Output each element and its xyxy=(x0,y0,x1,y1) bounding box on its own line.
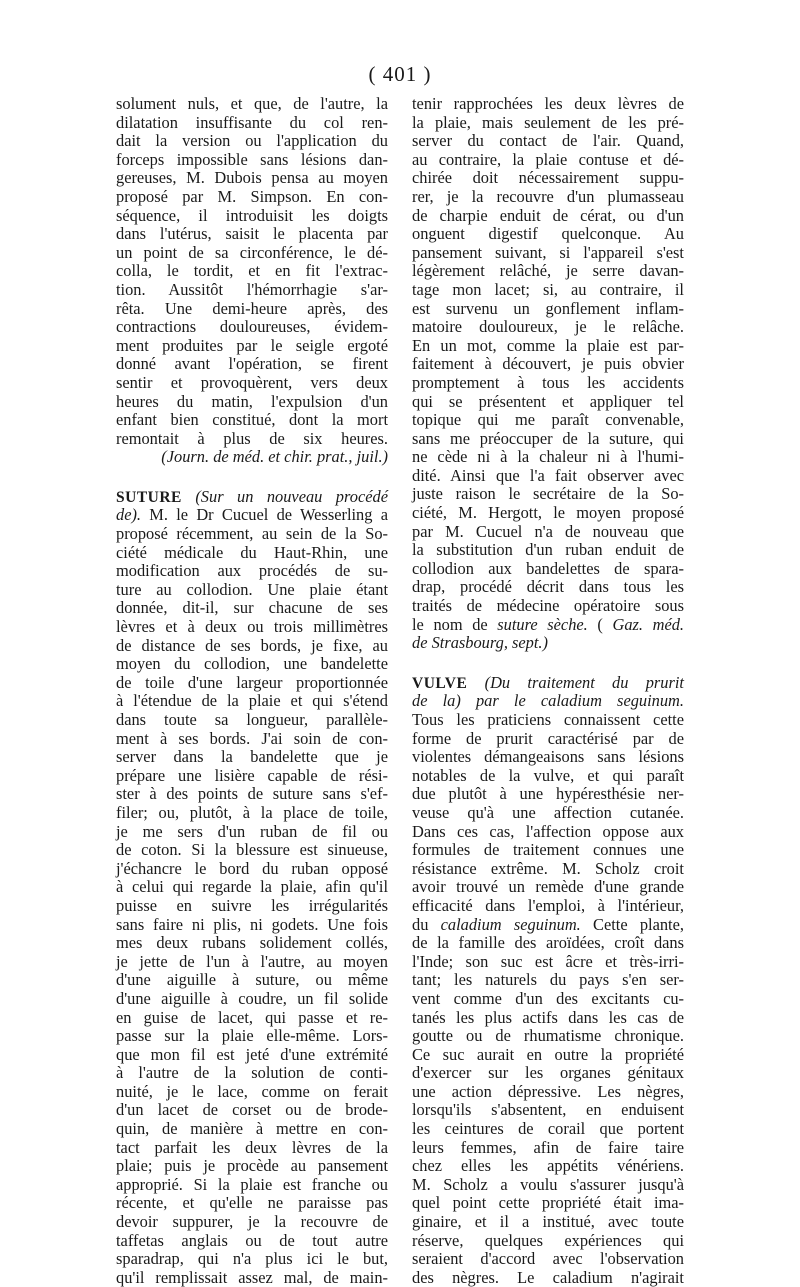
section-heading-suture xyxy=(116,488,388,507)
text-line: par M. Cucuel n'a de nouveau que xyxy=(412,521,684,541)
text-line: approprié. Si la plaie est franche ou xyxy=(116,1174,388,1194)
text-line: sans faire ni plis, ni godets. Une fois xyxy=(116,914,388,934)
text-line: passe sur la plaie elle-même. Lors- xyxy=(116,1026,388,1046)
text-line: matoire douloureux, je le relâche. xyxy=(412,317,684,337)
text-line: vent comme d'un des excitants cu- xyxy=(412,988,684,1008)
paragraph-gap xyxy=(116,467,388,488)
text-line: traités de médecine opératoire sous xyxy=(412,596,684,616)
text-line xyxy=(116,506,388,525)
text-line: juste raison le secrétaire de la So- xyxy=(412,484,684,504)
text-line: Ce suc aurait en outre la propriété xyxy=(412,1044,684,1064)
heading-subtitle: de la) par le caladium seguinum. xyxy=(412,691,684,711)
text-fragment: M. le Dr Cucuel de Wesserling a xyxy=(149,505,388,525)
text-line: d'une aiguille à suture, ou même xyxy=(116,970,388,990)
italic-term: caladium seguinum. xyxy=(440,914,581,934)
text-fragment: Cette plante, xyxy=(580,914,684,934)
paragraph-gap xyxy=(412,653,684,674)
text-line: qu'il remplissait assez mal, de main- xyxy=(116,1267,388,1287)
text-line: tanés les plus actifs dans les cas de xyxy=(412,1007,684,1027)
text-line: de toile d'une largeur proportionnée xyxy=(116,672,388,692)
text-line: dans toute sa longueur, parallèle- xyxy=(116,710,388,729)
text-line: à celui qui regarde la plaie, afin qu'il xyxy=(116,877,388,897)
section-heading-vulve-cont xyxy=(412,692,684,711)
heading-subtitle: (Sur un nouveau procédé xyxy=(195,486,388,506)
left-column xyxy=(116,95,388,1287)
text-line: un point de sa circonférence, le dé- xyxy=(116,242,388,262)
text-line: plaie; puis je procède au pansement xyxy=(116,1156,388,1176)
text-line: server dans la bandelette que je xyxy=(116,747,388,767)
text-line: tion. Aussitôt l'hémorrhagie s'ar- xyxy=(116,279,388,299)
text-line: promptement à tous les accidents xyxy=(412,372,684,392)
text-line: devoir suppurer, je la recouvre de xyxy=(116,1212,388,1232)
text-line: remontait à plus de six heures. xyxy=(116,428,388,448)
text-line: chirée doit nécessairement suppu- xyxy=(412,168,684,188)
text-line: formules de traitement connues une xyxy=(412,840,684,860)
text-line: à l'autre de la solution de conti- xyxy=(116,1063,388,1083)
text-line xyxy=(412,916,684,935)
text-line: En un mot, comme la plaie est par- xyxy=(412,335,684,355)
text-line: faitement à découvert, je puis obvier xyxy=(412,354,684,374)
text-line: seraient d'accord avec l'observation xyxy=(412,1249,684,1269)
text-line: taffetas anglais ou de tout autre xyxy=(116,1230,388,1250)
text-line: de coton. Si la blessure est sinueuse, xyxy=(116,840,388,860)
text-line: puisse en suivre les irrégularités xyxy=(116,895,388,915)
text-line: avoir trouvé un remède d'une grande xyxy=(412,877,684,897)
text-line: au contraire, la plaie contuse et dé- xyxy=(412,149,684,169)
text-line: Dans ces cas, l'affection oppose aux xyxy=(412,821,684,841)
text-line: modification aux procédés de su- xyxy=(116,561,388,581)
heading-subtitle-end: de). xyxy=(116,505,142,525)
text-line: collodion aux bandelettes de spara- xyxy=(412,558,684,578)
space xyxy=(467,673,484,692)
text-fragment: le nom de xyxy=(412,614,498,634)
text-line: en guise de lacet, qui passe et re- xyxy=(116,1007,388,1027)
text-line: d'un lacet de corset ou de brode- xyxy=(116,1100,388,1120)
text-line: sans me préoccuper de la suture, qui xyxy=(412,428,684,448)
text-line: forme de prurit caractérisé par de xyxy=(412,728,684,748)
text-line: sparadrap, qui n'a plus ici le but, xyxy=(116,1249,388,1269)
text-line: solument nuls, et que, de l'autre, la xyxy=(116,94,388,113)
text-line: filer; ou, plutôt, à la place de toile, xyxy=(116,802,388,822)
text-line: onguent digestif quelconque. Au xyxy=(412,224,684,244)
text-line: dait la version ou l'application du xyxy=(116,131,388,151)
citation-text: de Strasbourg, sept.) xyxy=(412,633,548,653)
text-line: d'exercer sur les organes génitaux xyxy=(412,1063,684,1083)
text-line: ne cède ni à la chaleur ni à l'humi- xyxy=(412,447,684,467)
page-number: ( 401 ) xyxy=(368,62,432,86)
text-line: efficacité dans l'emploi, à l'intérieur, xyxy=(412,895,684,915)
text-line: server du contact de l'air. Quand, xyxy=(412,131,684,151)
heading-label: SUTURE xyxy=(116,488,182,506)
italic-term: suture sèche. xyxy=(497,614,588,634)
text-line: veuse qu'à une affection cutanée. xyxy=(412,802,684,822)
text-line: gereuses, M. Dubois pensa au moyen xyxy=(116,168,388,188)
text-line: leurs femmes, afin de faire taire xyxy=(412,1137,684,1157)
text-line: dans l'utérus, saisit le placenta par xyxy=(116,224,388,244)
text-line: rêta. Une demi-heure après, des xyxy=(116,298,388,318)
text-line: tenir rapprochées les deux lèvres de xyxy=(412,94,684,113)
text-line: moyen du collodion, une bandelette xyxy=(116,654,388,674)
text-line: chez elles les appétits vénériens. xyxy=(412,1156,684,1176)
text-line: est survenu un gonflement inflam- xyxy=(412,298,684,318)
citation-text: Gaz. méd. xyxy=(612,614,685,634)
text-line: notables de la vulve, et qui paraît xyxy=(412,765,684,785)
text-line: proposé par M. Simpson. En con- xyxy=(116,186,388,206)
source-citation xyxy=(412,634,684,653)
text-line: la plaie, mais seulement de les pré- xyxy=(412,112,684,132)
text-line: ment à ses bords. J'ai soin de con- xyxy=(116,728,388,748)
text-line: à l'étendue de la plaie et qui s'étend xyxy=(116,691,388,711)
text-line: violentes démangeaisons sans lésions xyxy=(412,747,684,767)
text-line: de charpie enduit de cérat, ou d'un xyxy=(412,205,684,225)
text-line: récente, et qu'elle ne paraisse pas xyxy=(116,1193,388,1213)
text-line: goutte ou de rhumatisme chronique. xyxy=(412,1026,684,1046)
text-line: colla, le tordit, et en fit l'extrac- xyxy=(116,261,388,281)
text-line: donnée, dit-il, sur chacune de ses xyxy=(116,598,388,618)
text-line: les ceintures de corail que portent xyxy=(412,1119,684,1139)
text-line: lorsqu'ils s'absentent, en enduisent xyxy=(412,1100,684,1120)
text-line: dité. Ainsi que l'a fait observer avec xyxy=(412,465,684,485)
text-line: résistance extrême. M. Scholz croit xyxy=(412,858,684,878)
text-line: Tous les praticiens connaissent cette xyxy=(412,710,684,729)
text-line: la substitution d'un ruban enduit de xyxy=(412,540,684,560)
text-line: tage mon lacet; si, au contraire, il xyxy=(412,279,684,299)
text-line: mes deux rubans solidement collés, xyxy=(116,933,388,953)
text-line: tant; les naturels du pays s'en ser- xyxy=(412,970,684,990)
text-line: nuité, je le lace, comme on ferait xyxy=(116,1081,388,1101)
text-line: légèrement relâché, je serre davan- xyxy=(412,261,684,281)
text-line xyxy=(412,616,684,635)
text-line: de distance de ses bords, je fixe, au xyxy=(116,635,388,655)
text-line: due plutôt à une hypéresthésie ner- xyxy=(412,784,684,804)
text-line: contractions douloureuses, évidem- xyxy=(116,317,388,337)
text-line: proposé récemment, au sein de la So- xyxy=(116,524,388,544)
text-line: drap, procédé décrit dans tous les xyxy=(412,577,684,597)
text-line: l'Inde; son suc est âcre et très-irri- xyxy=(412,951,684,971)
text-line: heures du matin, l'expulsion d'un xyxy=(116,391,388,411)
text-line: ster à des points de suture sans s'ef- xyxy=(116,784,388,804)
text-line: enfant bien constitué, dont la mort xyxy=(116,410,388,430)
text-line: j'échancre le bord du ruban opposé xyxy=(116,858,388,878)
text-line: prépare une lisière capable de rési- xyxy=(116,765,388,785)
text-line: une action dépressive. Les nègres, xyxy=(412,1081,684,1101)
text-line: lèvres et à deux ou trois millimètres xyxy=(116,617,388,637)
text-line: M. Scholz a voulu s'assurer jusqu'à xyxy=(412,1174,684,1194)
text-line: qui se présentent et appliquer tel xyxy=(412,391,684,411)
citation-text: (Journ. de méd. et chir. prat., juil.) xyxy=(161,447,388,467)
text-line: rer, je la recouvre d'un plumasseau xyxy=(412,186,684,206)
text-line: séquence, il introduisit les doigts xyxy=(116,205,388,225)
text-line: forceps impossible sans lésions dan- xyxy=(116,149,388,169)
text-line: je jette de l'un à l'autre, au moyen xyxy=(116,951,388,971)
space xyxy=(182,487,195,506)
text-line: je me sers d'un ruban de fil ou xyxy=(116,821,388,841)
text-line: pansement suivant, si l'appareil s'est xyxy=(412,242,684,262)
text-line: d'une aiguille à coudre, un fil solide xyxy=(116,988,388,1008)
text-line: dilatation insuffisante du col ren- xyxy=(116,112,388,132)
text-line: quel point cette propriété était ima- xyxy=(412,1193,684,1213)
text-line: des nègres. Le caladium n'agirait xyxy=(412,1267,684,1287)
text-line: ment produites par le seigle ergoté xyxy=(116,335,388,355)
source-citation xyxy=(116,448,388,467)
heading-subtitle: (Du traitement du prurit xyxy=(484,672,684,692)
right-column xyxy=(412,95,684,1287)
text-line: ciété, M. Hergott, le moyen proposé xyxy=(412,503,684,523)
text-line: donné avant l'opération, se firent xyxy=(116,354,388,374)
heading-label: VULVE xyxy=(412,674,468,692)
text-line: réserve, quelques expériences qui xyxy=(412,1230,684,1250)
section-heading-vulve xyxy=(412,674,684,693)
text-line: ture au collodion. Une plaie étant xyxy=(116,579,388,599)
text-line: ciété médicale du Haut-Rhin, une xyxy=(116,542,388,562)
text-line: que mon fil est jeté d'une extrémité xyxy=(116,1044,388,1064)
text-fragment: du xyxy=(412,914,441,934)
text-line: ginaire, et il a institué, avec toute xyxy=(412,1212,684,1232)
text-line: quin, de manière à mettre en con- xyxy=(116,1119,388,1139)
text-line: tact parfait les deux lèvres de la xyxy=(116,1137,388,1157)
text-line: sentir et provoquèrent, vers deux xyxy=(116,372,388,392)
text-line: de la famille des aroïdées, croît dans xyxy=(412,933,684,953)
text-fragment: ( xyxy=(587,614,613,634)
text-line: topique qui me paraît convenable, xyxy=(412,410,684,430)
